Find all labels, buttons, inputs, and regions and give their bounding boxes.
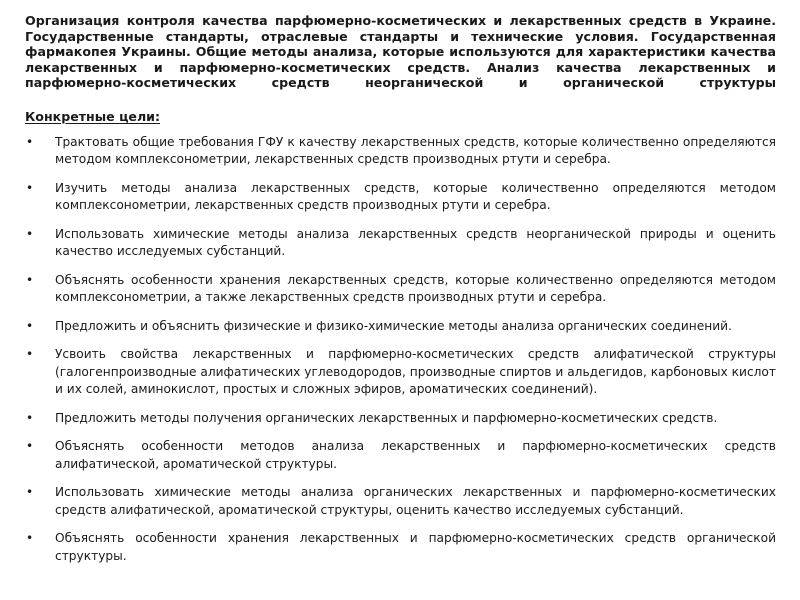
bullet-icon: • xyxy=(26,318,34,333)
goal-text: Усвоить свойства лекарственных и парфюмерно-косметических средств алифатической структуры (галогенпроизводные алифатических углеводородов, производные спиртов и альдегидов, карбоновых кислот и их солей, аминокислот, простых и сложных эфиров, ароматических соединений). xyxy=(55,347,776,396)
goal-text: Объяснять особенности хранения лекарственных средств, которые количественно определяются методом комплексонометрии, а также лекарственных средств производных ртути и серебра. xyxy=(55,272,776,304)
bullet-icon: • xyxy=(26,439,34,453)
goal-text: Объяснять особенности методов анализа лекарственных и парфюмерно-косметических средств алифатической, ароматической структуры. xyxy=(55,439,776,471)
goals-list xyxy=(25,134,776,566)
list-item xyxy=(25,410,776,428)
bullet-icon: • xyxy=(26,347,34,361)
bullet-icon: • xyxy=(26,410,34,425)
goal-text: Предложить методы получения органических лекарственных и парфюмерно-косметических средств. xyxy=(55,410,718,425)
list-item xyxy=(25,226,776,261)
list-item xyxy=(25,180,776,215)
list-item xyxy=(25,484,776,519)
bullet-icon: • xyxy=(26,272,34,287)
bullet-icon: • xyxy=(26,531,34,545)
goal-text: Объяснять особенности хранения лекарственных и парфюмерно-косметических средств органической структуры. xyxy=(55,531,776,563)
goals-heading: Конкретные цели: xyxy=(25,108,161,124)
bullet-icon: • xyxy=(26,134,34,149)
list-item xyxy=(25,438,776,473)
list-item xyxy=(25,530,776,565)
bullet-icon: • xyxy=(26,485,34,499)
goal-text: Использовать химические методы анализа органических лекарственных и парфюмерно-косметических средств алифатической, ароматической структуры, оценить качество исследуемых субстанций. xyxy=(55,485,776,517)
list-item xyxy=(25,346,776,399)
list-item xyxy=(25,272,776,307)
bullet-icon: • xyxy=(26,180,34,195)
goal-text: Трактовать общие требования ГФУ к качеству лекарственных средств, которые количественно определяются методом комплексонометрии, лекарственных средств производных ртути и серебра. xyxy=(55,134,776,166)
goal-text: Предложить и объяснить физические и физико-химические методы анализа органических соединений. xyxy=(55,318,732,333)
list-item xyxy=(25,134,776,169)
list-item xyxy=(25,318,776,336)
bullet-icon: • xyxy=(26,226,34,241)
slide-title: Организация контроля качества парфюмерно-косметических и лекарственных средств в Украине. Государственные стандарты, отраслевые стандарты и технические условия. Государственная фармакопея Украины. Общие методы анализа, которые используются для характеристики качества лекарственных и парфюмерно-косметических средств. Анализ качества лекарственных и парфюмерно-косметических средств неорганической и органической структуры xyxy=(25,13,776,90)
goal-text: Использовать химические методы анализа лекарственных средств неорганической природы и оценить качество исследуемых субстанций. xyxy=(55,226,776,258)
goal-text: Изучить методы анализа лекарственных средств, которые количественно определяются методом комплексонометрии, лекарственных средств производных ртути и серебра. xyxy=(55,180,776,212)
